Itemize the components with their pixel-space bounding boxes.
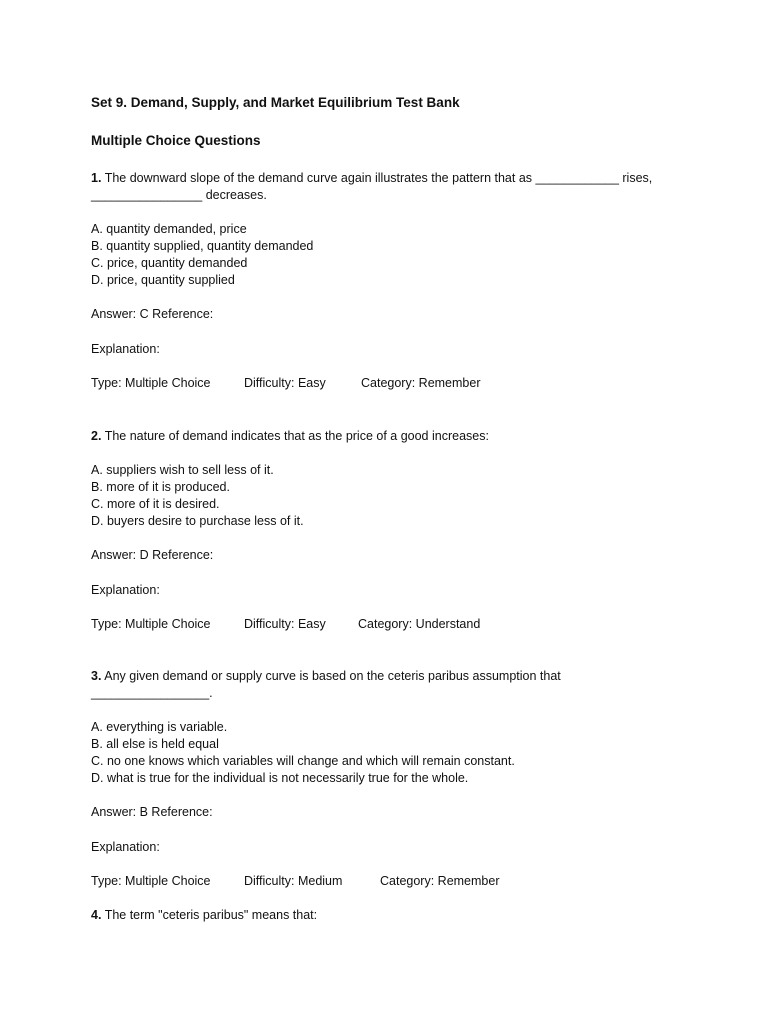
- answer-options: [91, 221, 681, 289]
- question-1-text: [91, 170, 681, 204]
- answer-line: Answer: D Reference:: [91, 548, 214, 562]
- answer-line: Answer: B Reference:: [91, 805, 213, 819]
- question-3-text: [91, 668, 681, 702]
- question-metadata: [91, 616, 681, 633]
- option-d: D. what is true for the individual is not necessarily true for the whole.: [91, 771, 469, 785]
- option-a: A. quantity demanded, price: [91, 222, 247, 236]
- question-number: 3.: [91, 669, 102, 683]
- answer-line: Answer: C Reference:: [91, 307, 214, 321]
- question-type: Type: Multiple Choice: [91, 617, 211, 631]
- question-metadata: [91, 873, 681, 890]
- question-3: [91, 668, 681, 890]
- option-b: B. all else is held equal: [91, 737, 219, 751]
- question-stem-line1: The downward slope of the demand curve again illustrates the pattern that as ____________ rises,: [104, 171, 653, 185]
- question-4-text: [91, 907, 681, 924]
- question-category: Category: Remember: [380, 874, 500, 888]
- question-number: 1.: [91, 171, 102, 185]
- question-2-text: [91, 428, 681, 445]
- question-category: Category: Remember: [361, 376, 481, 390]
- section-heading: Multiple Choice Questions: [91, 133, 261, 148]
- question-difficulty: Difficulty: Easy: [244, 376, 326, 390]
- question-stem-line1: The term "ceteris paribus" means that:: [104, 908, 318, 922]
- option-a: A. suppliers wish to sell less of it.: [91, 463, 274, 477]
- option-b: B. quantity supplied, quantity demanded: [91, 239, 314, 253]
- document-title: Set 9. Demand, Supply, and Market Equilibrium Test Bank: [91, 95, 460, 110]
- option-b: B. more of it is produced.: [91, 480, 230, 494]
- question-number: 4.: [91, 908, 102, 922]
- question-number: 2.: [91, 429, 102, 443]
- question-category: Category: Understand: [358, 617, 481, 631]
- option-d: D. price, quantity supplied: [91, 273, 235, 287]
- option-d: D. buyers desire to purchase less of it.: [91, 514, 304, 528]
- explanation-line: Explanation:: [91, 342, 160, 356]
- explanation-line: Explanation:: [91, 840, 160, 854]
- question-stem-line1: Any given demand or supply curve is based on the ceteris paribus assumption that _________________.: [91, 669, 561, 700]
- question-4: [91, 907, 681, 924]
- question-metadata: [91, 375, 681, 392]
- answer-options: [91, 719, 681, 787]
- question-stem-line1: The nature of demand indicates that as the price of a good increases:: [104, 429, 489, 443]
- question-stem-line2: ________________ decreases.: [91, 188, 267, 202]
- question-difficulty: Difficulty: Medium: [244, 874, 343, 888]
- question-2: [91, 428, 681, 633]
- option-c: C. no one knows which variables will change and which will remain constant.: [91, 754, 515, 768]
- option-a: A. everything is variable.: [91, 720, 228, 734]
- question-type: Type: Multiple Choice: [91, 874, 211, 888]
- question-difficulty: Difficulty: Easy: [244, 617, 326, 631]
- answer-options: [91, 462, 681, 530]
- question-type: Type: Multiple Choice: [91, 376, 211, 390]
- explanation-line: Explanation:: [91, 583, 160, 597]
- option-c: C. more of it is desired.: [91, 497, 220, 511]
- question-1: [91, 170, 681, 392]
- option-c: C. price, quantity demanded: [91, 256, 248, 270]
